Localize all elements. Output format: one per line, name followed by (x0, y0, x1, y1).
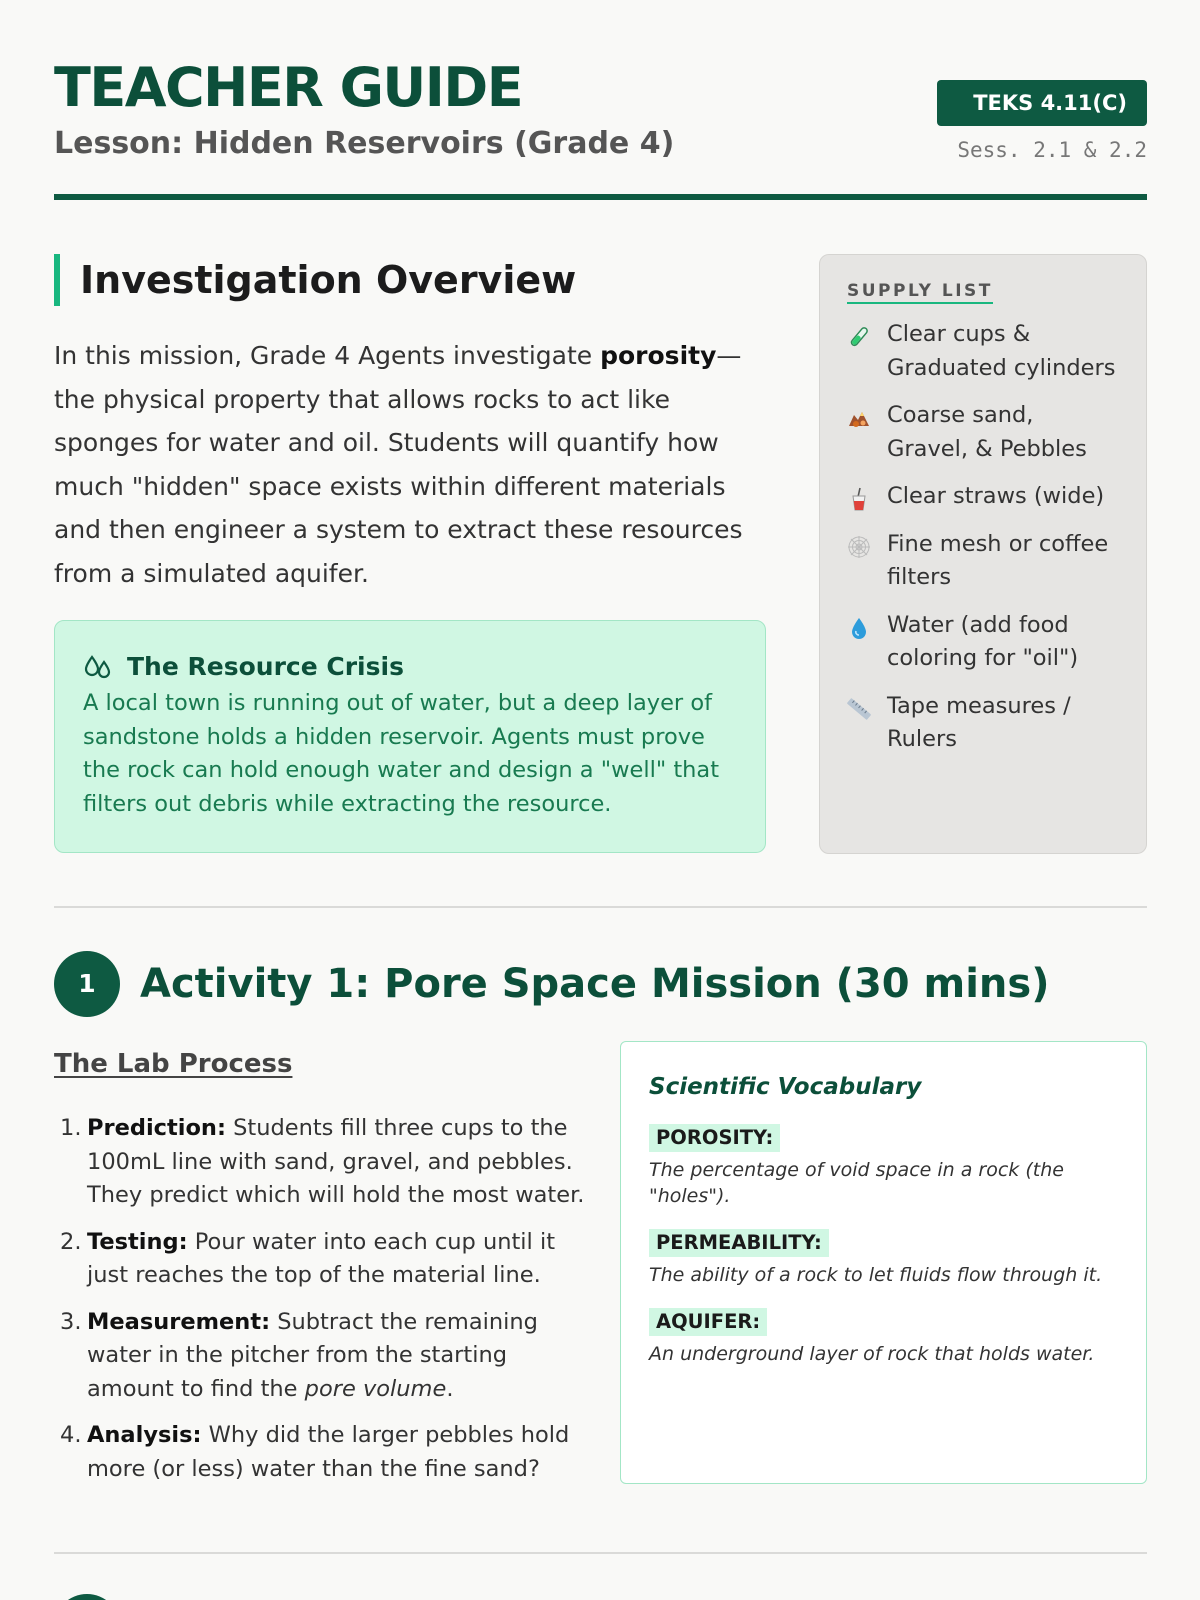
mesh-web-icon (847, 535, 871, 559)
step-number: 4. (60, 1422, 82, 1448)
supply-item-label: Clear cups & Graduated cylinders (887, 321, 1116, 381)
session-label: Sess. 2.1 & 2.2 (957, 138, 1147, 162)
step-italic-term: pore volume (304, 1375, 447, 1402)
step-term: Analysis: (87, 1422, 202, 1448)
crisis-text: A local town is running out of water, but a deep layer of sandstone holds a hidden reservoir. Agents must prove the rock can hold enough water and design a "well" that filters out debris while extracting the resource. (83, 690, 720, 817)
resource-crisis-callout (54, 620, 766, 853)
page-title: TEACHER GUIDE (54, 56, 523, 119)
teacher-guide-page (54, 0, 1147, 1600)
step-term: Testing: (87, 1228, 188, 1255)
overview-heading: Investigation Overview (54, 254, 576, 306)
vocab-term: PERMEABILITY: (649, 1229, 829, 1257)
lab-steps-list (54, 1112, 594, 1499)
lab-step (54, 1306, 594, 1407)
step-text-tail: . (446, 1375, 454, 1402)
crisis-header (83, 649, 737, 683)
step-term: Measurement: (87, 1308, 271, 1335)
step-number: 3. (60, 1308, 82, 1335)
lab-process-heading: The Lab Process (54, 1049, 293, 1079)
cup-straw-icon (847, 487, 871, 511)
supply-list (847, 318, 1120, 757)
crisis-title: The Resource Crisis (127, 651, 404, 681)
next-activity-badge (54, 1594, 120, 1600)
vocab-definition: The percentage of void space in a rock (the "holes"). (649, 1159, 1064, 1207)
overview-text-end: —the physical property that allows rocks to act like sponges for water and oil. Students will quantify how much "hidden" space exists within different materials and then engineer a system to extract these resources from a simulated aquifer. (54, 341, 743, 588)
lab-step (54, 1226, 594, 1293)
lab-step (54, 1112, 594, 1213)
vocabulary-title: Scientific Vocabulary (649, 1074, 922, 1100)
supply-item-label: Tape measures / Rulers (887, 692, 1071, 752)
vocab-item (649, 1124, 1118, 1209)
supply-list-title: SUPPLY LIST (847, 281, 993, 304)
water-drop-icon (847, 616, 871, 640)
vocab-term: AQUIFER: (649, 1308, 767, 1336)
supply-item (847, 399, 1120, 466)
vocab-definition: An underground layer of rock that holds water. (649, 1343, 1095, 1365)
supply-item (847, 690, 1120, 757)
supply-item (847, 318, 1120, 385)
step-term: Prediction: (87, 1115, 226, 1141)
overview-paragraph (54, 334, 754, 595)
step-text: Subtract the remaining water in the pitcher from the starting amount to find the (87, 1308, 538, 1402)
lesson-subtitle: Lesson: Hidden Reservoirs (Grade 4) (54, 126, 675, 161)
supply-item (847, 609, 1120, 676)
activity-number-badge: 1 (54, 951, 120, 1017)
lab-step (54, 1419, 594, 1486)
vocab-term: POROSITY: (649, 1124, 780, 1152)
supply-item (847, 528, 1120, 595)
vocab-item (649, 1229, 1118, 1288)
supply-list-panel (819, 254, 1147, 854)
supply-item-label: Fine mesh or coffee filters (887, 530, 1109, 590)
step-text: Students fill three cups to the 100mL line with sand, gravel, and pebbles. They predict which will hold the most water. (87, 1115, 585, 1208)
overview-key-term: porosity (600, 341, 717, 370)
supply-item-label: Coarse sand, Gravel, & Pebbles (887, 402, 1087, 462)
step-number: 1. (60, 1115, 82, 1141)
section-divider (54, 906, 1147, 908)
supply-item-label: Water (add food coloring for "oil") (887, 611, 1079, 671)
guide-header (54, 56, 1147, 200)
supply-item (847, 480, 1120, 514)
supply-item-label: Clear straws (wide) (887, 483, 1105, 509)
test-tube-icon (847, 325, 871, 349)
standard-badge: TEKS 4.11(C) (937, 80, 1147, 126)
vocab-definition: The ability of a rock to let fluids flow through it. (649, 1264, 1103, 1286)
ruler-icon (847, 697, 871, 721)
rocks-icon (847, 406, 871, 430)
step-text: Pour water into each cup until it just reaches the top of the material line. (87, 1228, 556, 1288)
activity-title: Activity 1: Pore Space Mission (30 mins) (140, 961, 1050, 1007)
vocabulary-box (620, 1041, 1147, 1484)
water-drops-icon (83, 651, 113, 681)
section-divider (54, 1552, 1147, 1554)
step-number: 2. (60, 1228, 82, 1255)
vocab-item (649, 1308, 1118, 1367)
step-text: Why did the larger pebbles hold more (or less) water than the fine sand? (87, 1422, 570, 1482)
overview-text-start: In this mission, Grade 4 Agents investigate (54, 341, 601, 370)
